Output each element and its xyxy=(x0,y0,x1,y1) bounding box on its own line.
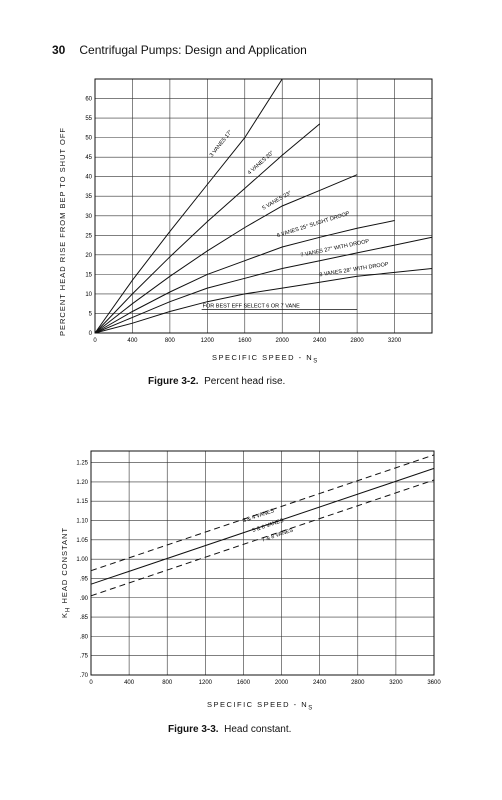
fig2-x-tick-label: 800 xyxy=(162,680,173,686)
fig2-x-tick-label: 2000 xyxy=(274,680,289,686)
fig2-y-tick-label: .90 xyxy=(79,595,88,602)
fig2-x-tick-label: 400 xyxy=(124,680,135,686)
fig1-y-tick-label: 60 xyxy=(85,96,92,103)
fig1-annotation: FOR BEST EFF SELECT 6 OR 7 VANE xyxy=(202,303,300,310)
fig2-y-tick-label: 1.20 xyxy=(76,479,88,486)
figure-3-3-y-axis-label: $K_H$ HEAD CONSTANT xyxy=(60,526,72,618)
fig1-x-tick-label: 2000 xyxy=(275,338,289,344)
fig1-series-label: 7 VANES 27° WITH DROOP xyxy=(300,238,370,259)
fig2-series-label: 3 & 4 VANES xyxy=(242,508,275,525)
fig2-x-tick-label: 1600 xyxy=(236,680,251,686)
fig1-y-tick-label: 35 xyxy=(85,194,92,201)
fig2-y-tick-label: .85 xyxy=(79,615,88,622)
fig2-x-tick-label: 0 xyxy=(89,680,93,686)
fig1-x-tick-label: 3200 xyxy=(387,338,402,344)
page-number: 30 xyxy=(52,43,66,57)
fig1-series-label: 5 VANES 23° xyxy=(261,190,293,212)
figure-3-3-x-axis-label: SPECIFIC SPEED - $N_S$ xyxy=(207,700,314,712)
fig2-x-tick-label: 3200 xyxy=(389,680,403,686)
figure-3-3-caption: Figure 3-3. Head constant. xyxy=(168,724,292,735)
fig2-y-tick-label: .80 xyxy=(79,634,88,641)
fig1-y-tick-label: 30 xyxy=(85,213,92,220)
fig2-y-tick-label: .75 xyxy=(79,653,88,660)
fig1-x-tick-label: 2400 xyxy=(312,338,327,344)
fig2-y-tick-label: 1.00 xyxy=(76,557,88,564)
figure-3-2-y-axis-label: PERCENT HEAD RISE FROM BEP TO SHUT OFF xyxy=(58,126,67,336)
fig1-series-line xyxy=(95,269,432,334)
fig2-y-tick-label: 1.25 xyxy=(76,460,88,467)
fig2-y-tick-label: .95 xyxy=(79,576,88,583)
fig2-series-label: 5 & 6 VANES xyxy=(251,517,285,535)
fig1-y-tick-label: 5 xyxy=(88,311,92,318)
fig1-y-tick-label: 10 xyxy=(85,291,92,298)
fig1-y-tick-label: 0 xyxy=(88,331,92,337)
fig1-y-tick-label: 45 xyxy=(85,155,92,162)
fig1-series-label: 6 VANES 25° SLIGHT DROOP xyxy=(276,210,351,240)
fig1-y-tick-label: 40 xyxy=(85,174,92,181)
fig1-series-label: 4 VANES 20° xyxy=(246,150,276,177)
fig1-x-tick-label: 1600 xyxy=(238,338,252,344)
fig1-series-label: 8 VANES 28° WITH DROOP xyxy=(319,261,390,279)
fig2-plot-frame xyxy=(91,451,434,675)
figure-3-2-caption: Figure 3-2. Percent head rise. xyxy=(148,376,286,387)
book-title: Centrifugal Pumps: Design and Application xyxy=(79,43,307,57)
fig1-y-tick-label: 25 xyxy=(85,233,92,240)
fig2-x-tick-label: 2400 xyxy=(312,680,327,686)
fig2-x-tick-label: 2800 xyxy=(351,680,365,686)
fig1-x-tick-label: 1200 xyxy=(200,338,215,344)
fig2-x-tick-label: 3600 xyxy=(427,680,441,686)
fig1-x-tick-label: 2800 xyxy=(350,338,364,344)
fig1-y-tick-label: 15 xyxy=(85,272,92,279)
fig1-x-tick-label: 0 xyxy=(93,338,97,344)
fig2-series-label: 7 & 8 VANES xyxy=(261,527,295,544)
fig1-x-tick-label: 800 xyxy=(164,338,175,344)
fig2-y-tick-label: 1.10 xyxy=(76,518,88,525)
fig1-y-tick-label: 50 xyxy=(85,135,92,142)
figure-3-2-x-axis-label: SPECIFIC SPEED - $N_S$ xyxy=(212,353,319,365)
fig2-y-tick-label: 1.15 xyxy=(76,499,88,506)
fig1-y-tick-label: 20 xyxy=(85,252,92,259)
fig2-y-tick-label: 1.05 xyxy=(76,537,88,544)
fig2-x-tick-label: 1200 xyxy=(198,680,213,686)
fig2-y-tick-label: .70 xyxy=(79,673,88,679)
fig1-y-tick-label: 55 xyxy=(85,116,92,123)
fig1-x-tick-label: 400 xyxy=(127,338,138,344)
fig1-series-label: 3 VANES 17° xyxy=(208,129,234,159)
